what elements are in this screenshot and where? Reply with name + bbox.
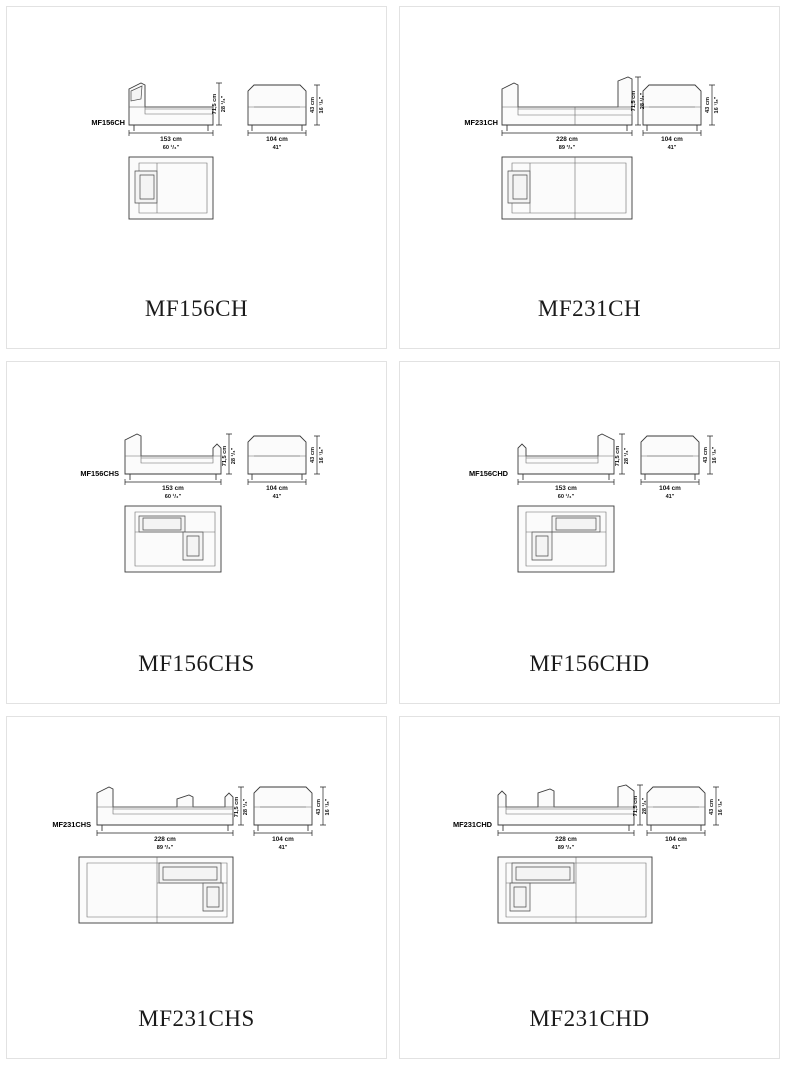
dimension-width [502, 130, 632, 151]
dimension-width [129, 130, 213, 151]
dim-depth-in: 41" [671, 845, 681, 851]
drawing-svg [400, 717, 781, 972]
drawing-svg [400, 362, 781, 617]
dim-width-in: 89 ³/₄" [156, 845, 174, 851]
dimension-height-side [703, 436, 718, 474]
dim-height-back-cm: 71,5 cm [234, 796, 240, 818]
code-label: MF156CH [91, 118, 125, 127]
dim-depth-cm: 104 cm [266, 136, 288, 143]
product-caption: MF231CH [537, 296, 642, 321]
dimension-width [97, 830, 233, 851]
dim-height-seat-cm: 43 cm [310, 97, 316, 113]
dim-depth-cm: 104 cm [659, 485, 681, 492]
front-elevation [129, 83, 213, 131]
dimension-height-side [316, 787, 331, 825]
dim-width-cm: 228 cm [555, 836, 577, 843]
product-cell-mf156chd [393, 355, 786, 710]
dim-width-in: 89 ³/₄" [557, 845, 575, 851]
dim-depth-in: 41" [272, 145, 282, 151]
code-label: MF156CHD [468, 469, 508, 478]
technical-drawing-mf156ch [7, 7, 386, 262]
technical-drawing-mf156chs [7, 362, 386, 617]
dimension-height-front [234, 787, 249, 825]
dim-width-in: 60 ¹/₄" [164, 494, 182, 500]
dim-width-in: 89 ³/₄" [558, 145, 576, 151]
dimension-width [518, 479, 614, 500]
plan-view [129, 157, 213, 219]
drawing-svg [400, 7, 781, 262]
dim-height-seat-cm: 43 cm [310, 447, 316, 463]
dim-width-in: 60 ¹/₄" [557, 494, 575, 500]
dimension-depth [641, 479, 699, 500]
dim-height-back-in: 28 ¹/₄" [640, 92, 646, 110]
dim-width-cm: 153 cm [555, 485, 577, 492]
plan-view [79, 857, 233, 923]
dim-height-back-cm: 71,5 cm [222, 445, 228, 467]
side-elevation [641, 436, 699, 480]
front-elevation [518, 434, 614, 480]
dim-height-back-in: 28 ¹/₄" [624, 447, 630, 465]
dimension-height-side [310, 85, 325, 125]
dimension-width [498, 830, 634, 851]
front-elevation [97, 787, 233, 831]
dim-height-seat-in: 16 ⁷/₈" [319, 96, 325, 114]
dim-height-back-in: 28 ¹/₄" [221, 95, 227, 113]
dim-height-seat-in: 16 ⁷/₈" [319, 446, 325, 464]
dim-width-cm: 228 cm [556, 136, 578, 143]
dimension-height-side [705, 85, 720, 125]
product-cell-mf231chd [393, 710, 786, 1065]
product-caption: MF156CHS [138, 651, 255, 676]
dimension-height-front [222, 434, 237, 474]
product-caption: MF156CHD [529, 651, 650, 676]
product-card [399, 6, 780, 349]
plan-view [125, 506, 221, 572]
plan-view [518, 506, 614, 572]
product-cell-mf156ch [0, 0, 393, 355]
dim-height-seat-cm: 43 cm [316, 799, 322, 815]
dim-depth-cm: 104 cm [661, 136, 683, 143]
product-caption: MF156CH [144, 296, 249, 321]
dim-depth-in: 41" [278, 845, 288, 851]
drawing-svg [7, 717, 388, 972]
dim-height-back-in: 28 ¹/₄" [231, 447, 237, 465]
dim-height-seat-cm: 43 cm [703, 447, 709, 463]
product-card [6, 6, 387, 349]
product-cell-mf231ch [393, 0, 786, 355]
product-cell-mf231chs [0, 710, 393, 1065]
code-label: MF231CHS [52, 820, 91, 829]
plan-view [498, 857, 652, 923]
dim-height-seat-cm: 43 cm [709, 799, 715, 815]
side-elevation [647, 787, 705, 831]
dim-height-back-in: 28 ¹/₄" [243, 798, 249, 816]
side-elevation [643, 85, 701, 131]
dimension-height-side [709, 787, 724, 825]
dim-width-cm: 228 cm [154, 836, 176, 843]
dim-depth-cm: 104 cm [266, 485, 288, 492]
dim-width-cm: 153 cm [162, 485, 184, 492]
product-card [6, 361, 387, 704]
dim-height-seat-in: 16 ⁷/₈" [325, 798, 331, 816]
technical-drawing-mf231chd [400, 717, 779, 972]
front-elevation [498, 785, 634, 831]
dimension-depth [254, 830, 312, 851]
dimension-height-side [310, 436, 325, 474]
dim-height-seat-in: 16 ⁷/₈" [714, 96, 720, 114]
side-elevation [254, 787, 312, 831]
dimension-depth [643, 130, 701, 151]
dimension-height-front [633, 785, 648, 825]
dim-height-back-cm: 71,5 cm [631, 90, 637, 112]
dim-depth-cm: 104 cm [272, 836, 294, 843]
code-label: MF231CH [464, 118, 498, 127]
product-caption: MF231CHD [529, 1006, 650, 1031]
dim-width-cm: 153 cm [160, 136, 182, 143]
dim-height-seat-in: 16 ⁷/₈" [712, 446, 718, 464]
plan-view [502, 157, 632, 219]
drawing-svg [7, 362, 388, 617]
dim-height-back-in: 28 ¹/₄" [642, 797, 648, 815]
dim-depth-in: 41" [665, 494, 675, 500]
dim-height-seat-cm: 43 cm [705, 97, 711, 113]
technical-drawing-mf231chs [7, 717, 386, 972]
dimension-depth [248, 130, 306, 151]
dim-height-seat-in: 16 ⁷/₈" [718, 798, 724, 816]
code-label: MF231CHD [452, 820, 492, 829]
side-elevation [248, 436, 306, 480]
dimension-depth [248, 479, 306, 500]
product-card [399, 716, 780, 1059]
dim-height-back-cm: 71,5 cm [212, 93, 218, 115]
product-card [6, 716, 387, 1059]
drawing-svg [7, 7, 388, 262]
product-caption: MF231CHS [138, 1006, 255, 1031]
product-cell-mf156chs [0, 355, 393, 710]
dimension-height-front [615, 434, 630, 474]
side-elevation [248, 85, 306, 131]
dim-height-back-cm: 71,5 cm [615, 445, 621, 467]
dimension-depth [647, 830, 705, 851]
dimension-height-front [212, 83, 227, 125]
front-elevation [125, 434, 221, 480]
dim-depth-in: 41" [272, 494, 282, 500]
dim-depth-cm: 104 cm [665, 836, 687, 843]
dim-width-in: 60 ¹/₄" [162, 145, 180, 151]
code-label: MF156CHS [80, 469, 119, 478]
dimension-width [125, 479, 221, 500]
product-card [399, 361, 780, 704]
technical-drawing-mf156chd [400, 362, 779, 617]
dim-height-back-cm: 71,5 cm [633, 795, 639, 817]
front-elevation [502, 77, 632, 131]
dim-depth-in: 41" [667, 145, 677, 151]
technical-drawing-mf231ch [400, 7, 779, 262]
